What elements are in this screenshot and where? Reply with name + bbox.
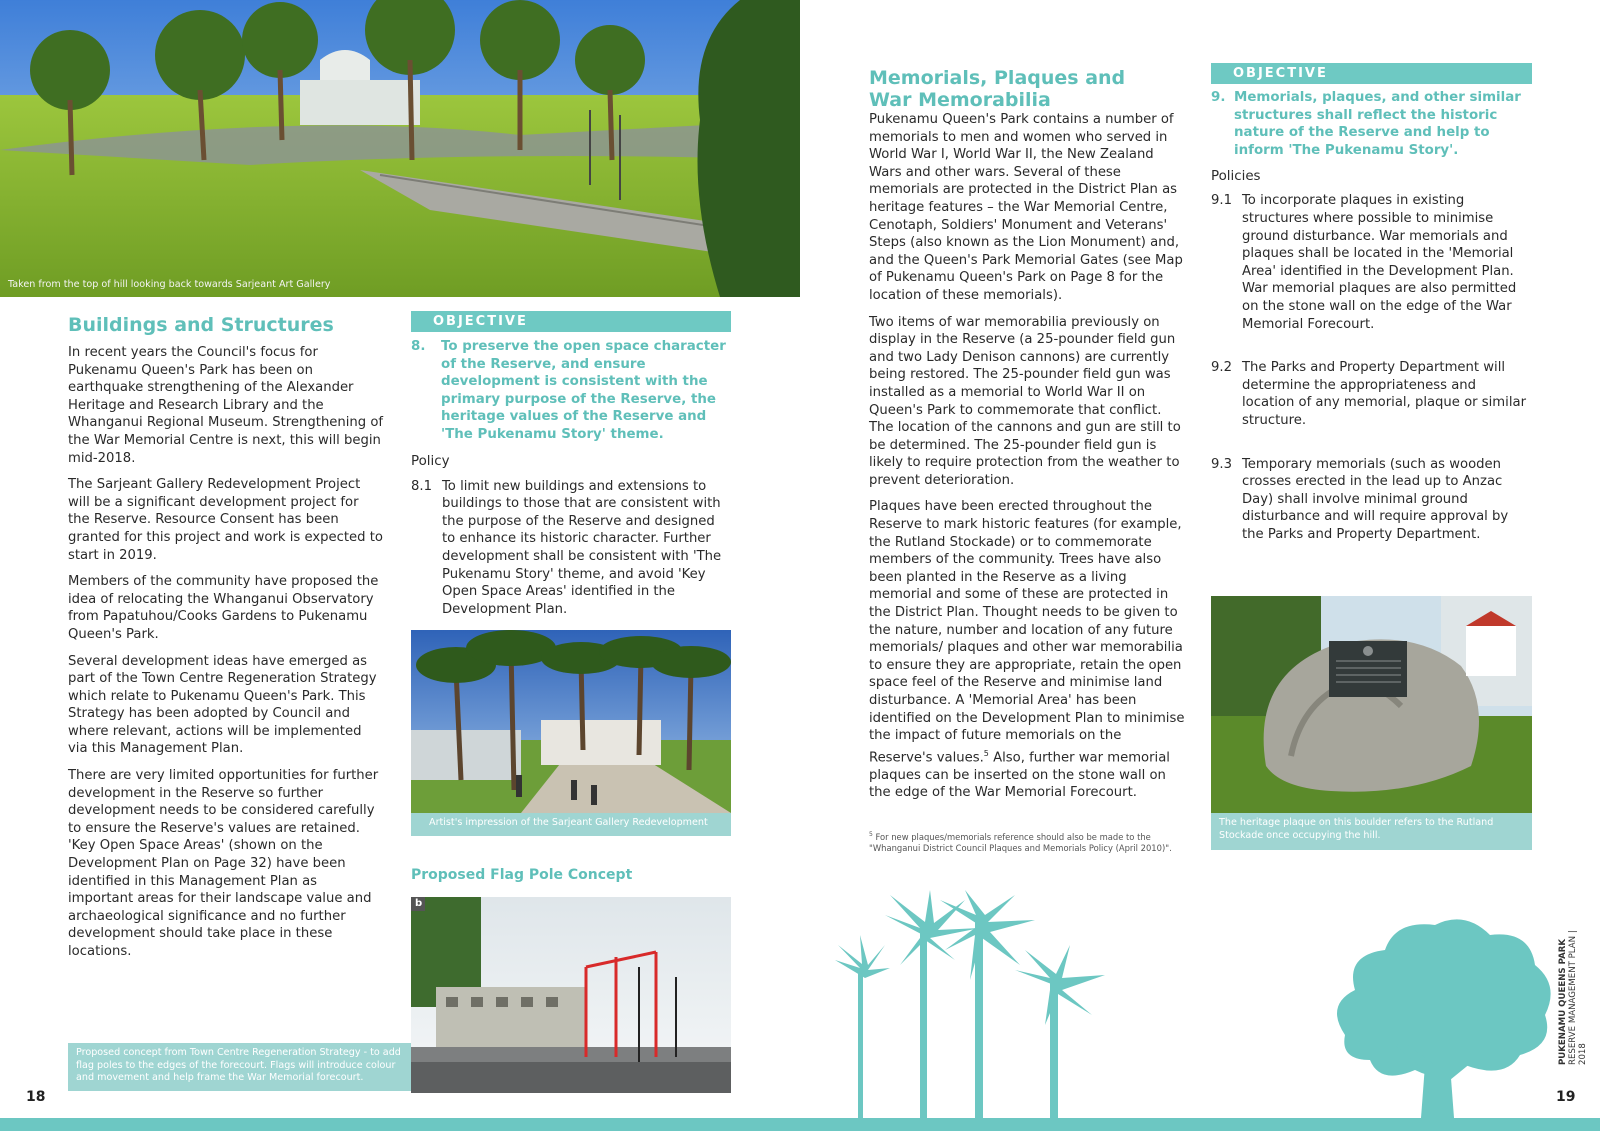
policy-9-2 bbox=[1211, 359, 1532, 429]
section-title-memorials bbox=[869, 67, 1187, 111]
gallery-caption: Artist's impression of the Sarjeant Gallery Redevelopment bbox=[411, 813, 731, 836]
page-number-left: 18 bbox=[26, 1089, 46, 1105]
page-number-right: 19 bbox=[1556, 1089, 1576, 1105]
paragraph: Members of the community have proposed the idea of relocating the Whanganui Observatory from Papatuhou/Cooks Gardens to Pukenamu Queen's Park. bbox=[68, 574, 379, 642]
objective-bar: OBJECTIVE bbox=[1211, 63, 1532, 84]
policy-text: To limit new buildings and extensions to buildings to those that are consistent with the purpose of the Reserve and designed to enhance its historic character. Further development shall be consistent with 'The Pukenamu Story' theme, and avoid 'Key Open Space Areas' identified in the Development Plan. bbox=[442, 478, 722, 617]
section-title-line1: Memorials, Plaques and bbox=[869, 67, 1126, 89]
policy-number: 8.1 bbox=[411, 478, 432, 494]
footnote-number: 5 bbox=[869, 831, 873, 838]
objective-9-block bbox=[1211, 63, 1532, 543]
paragraph: Two items of war memorabilia previously on display in the Reserve (a 25-pounder field gun and two Lady Denison cannons) are currently being restored. The 25-pounder field gun was installed as a memorial to World War II on Queen's Park to commemorate that conflict. The location of the cannons and gun are still to be determined. The 25-pounder field gun is likely to require protection from the weather to prevent deterioration. bbox=[869, 314, 1181, 488]
tree-silhouette-icon bbox=[1325, 915, 1555, 1131]
section-title-buildings: Buildings and Structures bbox=[68, 314, 334, 336]
objective-text: To preserve the open space character of the Reserve, and ensure development is consistent with the primary purpose of the Reserve, the heritage values of the Reserve and 'The Pukenamu Story' theme. bbox=[441, 339, 726, 442]
footnote-marker: 5 bbox=[983, 748, 989, 758]
objective-9 bbox=[1211, 89, 1532, 159]
ground-strip bbox=[0, 1118, 1600, 1131]
paragraph-part: Plaques have been erected throughout the Reserve to mark historic features (for example, the Rutland Stockade) or to commemorate members of the community. Trees have also been planted in the Reserve as a living memorial and some of these are protected in the District Plan. Thought needs to be given to the nature, number and location of any future memorials/ plaques and other war memorabilia to ensure they are appropriate, retain the open space feel of the Reserve and minimise land disturbance. A 'Memorial Area' has been identified on the Development Plan to minimise the impact of future memorials on the Reserve's values. bbox=[869, 499, 1185, 766]
hero-photo bbox=[0, 0, 800, 297]
policy-9-3 bbox=[1211, 456, 1532, 544]
policy-number: 9.2 bbox=[1211, 360, 1232, 376]
objective-number: 9. bbox=[1211, 90, 1226, 105]
policy-text: Temporary memorials (such as wooden crosses erected in the lead up to Anzac Day) shall involve minimal ground disturbance and will require approval by the Parks and Property Department. bbox=[1242, 456, 1509, 542]
palm-tree-silhouette-icon bbox=[830, 890, 1110, 1131]
policy-9-1 bbox=[1211, 192, 1532, 333]
policies-label: Policies bbox=[1211, 169, 1261, 185]
footnote bbox=[869, 829, 1187, 854]
policy-8-1 bbox=[411, 478, 731, 619]
objective-8-block bbox=[411, 311, 731, 618]
paragraph: The Sarjeant Gallery Redevelopment Project will be a significant development project for the Reserve. Resource Consent has been granted for this project and work is expected to start in 2019. bbox=[68, 477, 383, 563]
policy-text: The Parks and Property Department will determine the appropriateness and location of any memorial, plaque or similar structure. bbox=[1242, 360, 1526, 428]
flag-photo-tag: b bbox=[415, 898, 423, 909]
objective-bar: OBJECTIVE bbox=[411, 311, 731, 332]
objective-8 bbox=[411, 338, 731, 444]
flag-pole-heading: Proposed Flag Pole Concept bbox=[411, 867, 633, 883]
paragraph: In recent years the Council's focus for Pukenamu Queen's Park has been on earthquake strengthening of the Alexander Heritage and Research Library and the Whanganui Regional Museum. Strengthening of the War Memorial Centre is next, this will begin mid-2018. bbox=[68, 345, 384, 466]
side-title-line2: RESERVE MANAGEMENT PLAN | 2018 bbox=[1568, 930, 1588, 1065]
side-title-line1: PUKENAMU QUEENS PARK bbox=[1558, 938, 1568, 1065]
side-title bbox=[1558, 925, 1588, 1065]
paragraph: Several development ideas have emerged as part of the Town Centre Regeneration Strategy which relate to Pukenamu Queen's Park. This Strategy has been adopted by Council and where relevant, actions will be implemented via this Management Plan. bbox=[68, 653, 377, 757]
section-title-line2: War Memorabilia bbox=[869, 89, 1051, 111]
objective-number: 8. bbox=[411, 339, 426, 354]
paragraph bbox=[869, 498, 1187, 801]
buildings-section bbox=[68, 314, 384, 970]
paragraph: Pukenamu Queen's Park contains a number of memorials to men and women who served in World War I, World War II, the New Zealand Wars and other wars. Several of these memorials are protected in the District Plan as heritage features – the War Memorial Centre, Cenotaph, Soldiers' Monument and Veterans' Steps (also known as the Lion Monument) and, and the Queen's Park Memorial Gates (see Map of Pukenamu Queen's Park on Page 8 for the location of these memorials). bbox=[869, 112, 1183, 303]
policy-number: 9.3 bbox=[1211, 456, 1232, 472]
hero-caption: Taken from the top of hill looking back towards Sarjeant Art Gallery bbox=[8, 279, 331, 290]
gallery-image bbox=[411, 630, 731, 813]
boulder-caption: The heritage plaque on this boulder refers to the Rutland Stockade once occupying the hill. bbox=[1211, 813, 1532, 850]
objective-text: Memorials, plaques, and other similar structures shall reflect the historic nature of the Reserve and help to inform 'The Pukenamu Story'. bbox=[1234, 90, 1521, 158]
paragraph: There are very limited opportunities for further development in the Reserve so further development needs to be considered carefully to ensure the Reserve's values are retained. 'Key Open Space Areas' (shown on the Development Plan on Page 32) have been identified in this Management Plan as important areas for their landscape value and archaeological significance and no further development should take place in these locations. bbox=[68, 768, 379, 959]
policy-text: To incorporate plaques in existing structures where possible to minimise ground disturbance. War memorials and plaques shall be located in the 'Memorial Area' identified in the Development Plan. War memorial plaques are also permitted on the stone wall on the edge of the War Memorial Forecourt. bbox=[1242, 193, 1517, 332]
boulder-image bbox=[1211, 596, 1532, 813]
policy-number: 9.1 bbox=[1211, 193, 1232, 209]
flag-pole-image bbox=[411, 897, 731, 1093]
memorials-section bbox=[869, 67, 1187, 811]
flag-caption: Proposed concept from Town Centre Regeneration Strategy - to add flag poles to the edges of the forecourt. Flags will introduce colour and movement and help frame the War Memorial forecourt. bbox=[68, 1043, 411, 1091]
policy-label: Policy bbox=[411, 453, 450, 469]
paragraph-part: Also, further war memorial plaques can be inserted on the stone wall on the edge of the War Memorial Forecourt. bbox=[869, 750, 1170, 801]
footnote-text: For new plaques/memorials reference should also be made to the "Whanganui District Council Plaques and Memorials Policy (April 2010)". bbox=[869, 831, 1172, 853]
